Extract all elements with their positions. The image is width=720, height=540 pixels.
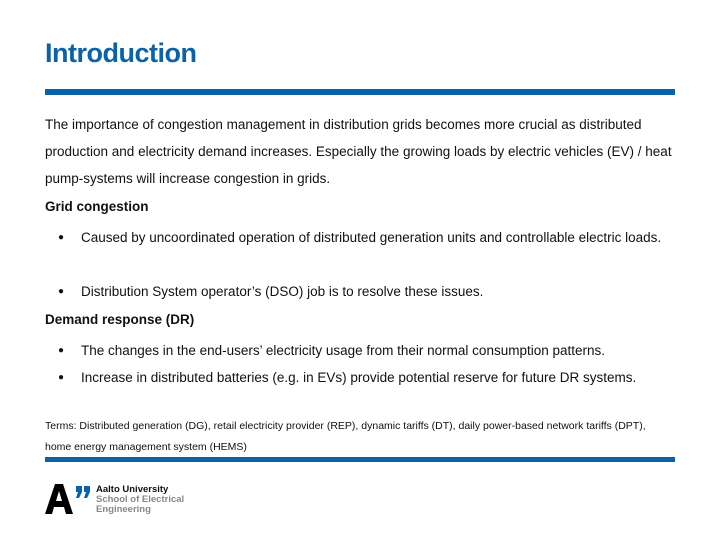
section-heading-demand-response: Demand response (DR) bbox=[45, 312, 195, 327]
logo-line-3: Engineering bbox=[96, 504, 151, 515]
slide-title: Introduction bbox=[45, 38, 197, 68]
aalto-logo bbox=[45, 484, 91, 519]
title-divider bbox=[45, 89, 675, 95]
logo-line-2: School of Electrical bbox=[96, 494, 185, 505]
section-heading-grid-congestion: Grid congestion bbox=[45, 199, 149, 214]
logo-line-1: Aalto University bbox=[96, 484, 169, 495]
intro-paragraph: The importance of congestion management in distribution grids becomes more crucial as distributed production and electricity demand increases. Especially the growing loads by electric vehicles (EV) / heat pump-systems will increase congestion in grids. bbox=[45, 117, 672, 186]
bullet-icon: ● bbox=[58, 286, 65, 297]
bullet-icon: ● bbox=[58, 345, 65, 356]
terms-note: Terms: Distributed generation (DG), retail electricity provider (REP), dynamic tariffs (DT), daily power-based network tariffs (DPT), home energy management system (HEMS) bbox=[45, 420, 646, 453]
bullet-icon: ● bbox=[58, 232, 65, 243]
list-item: ● Caused by uncoordinated operation of distributed generation units and controllable electric loads. bbox=[58, 224, 668, 251]
list-item: ● The changes in the end-users’ electricity usage from their normal consumption patterns. bbox=[58, 337, 668, 364]
footer-divider bbox=[45, 457, 675, 462]
list-item: ● Increase in distributed batteries (e.g. in EVs) provide potential reserve for future DR systems. bbox=[58, 364, 668, 391]
list-item: ● Distribution System operator’s (DSO) job is to resolve these issues. bbox=[58, 278, 668, 305]
bullet-icon: ● bbox=[58, 372, 65, 383]
aalto-a-icon bbox=[45, 484, 91, 514]
